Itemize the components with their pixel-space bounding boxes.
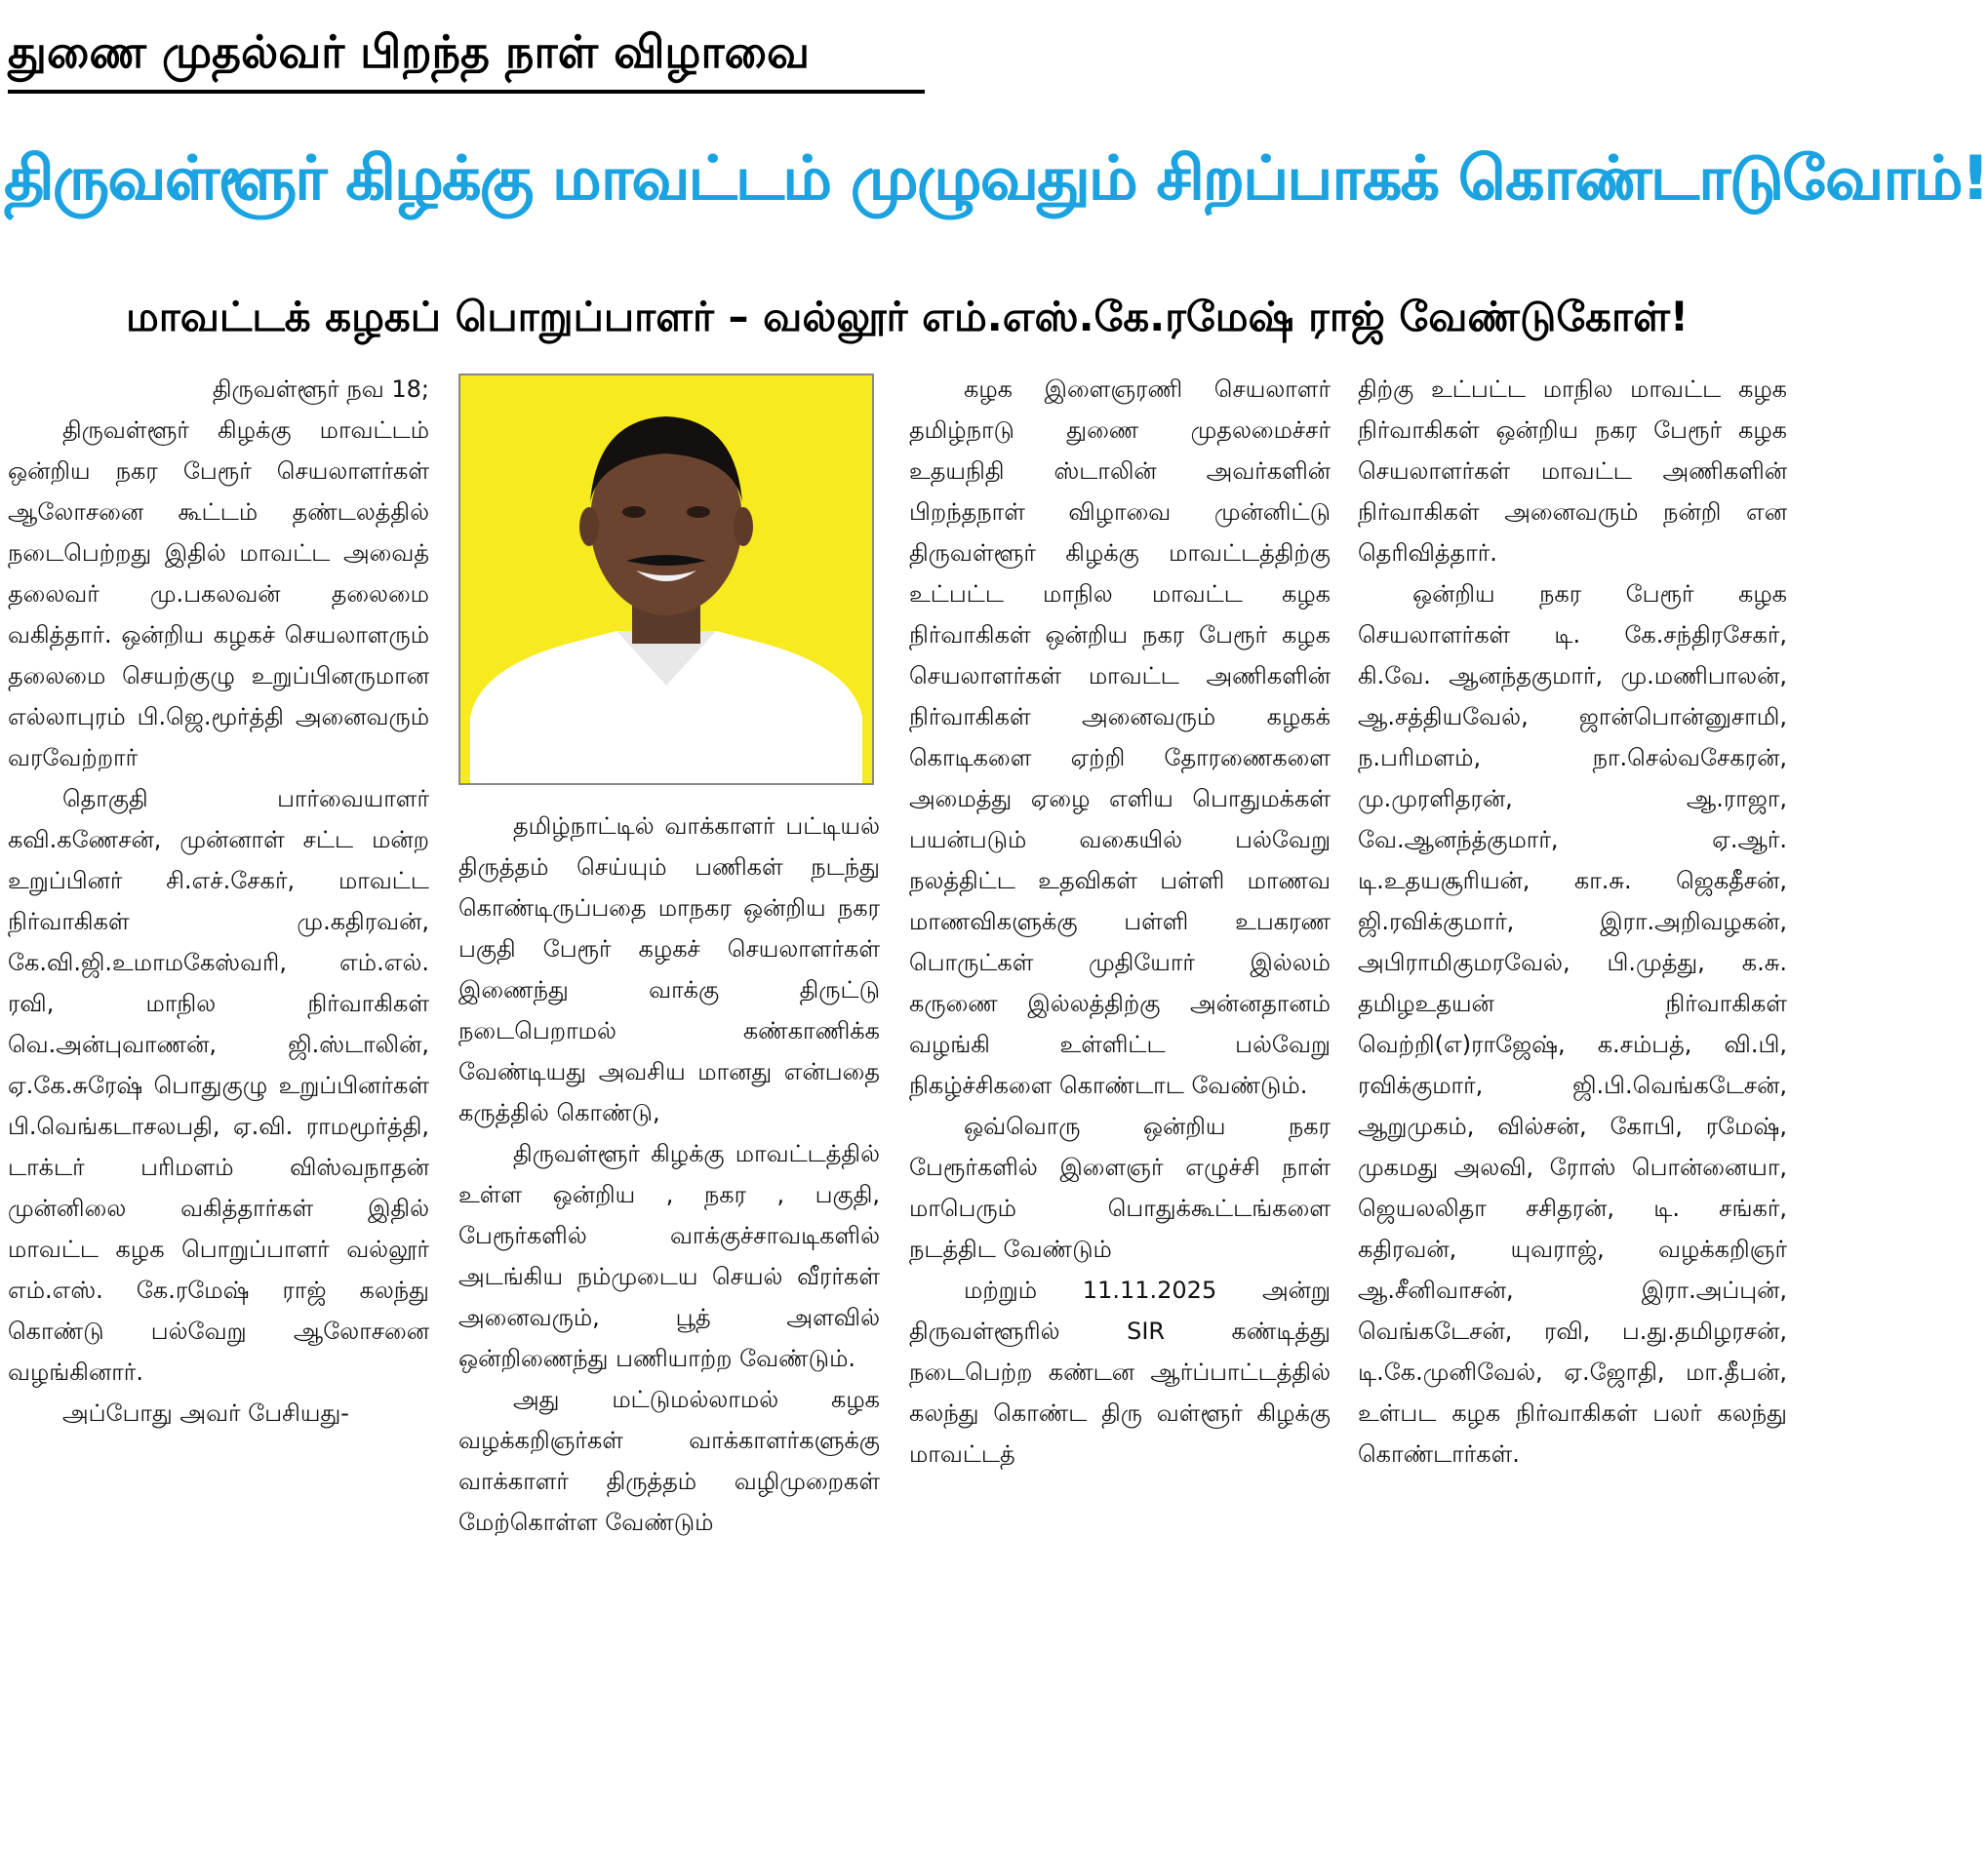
- paragraph: ஒவ்வொரு ஒன்றிய நகர பேரூர்களில் இளைஞர் எழுச்சி நாள் மாபெரும் பொதுக்கூட்டங்களை நடத்திட வேண்டும்: [909, 1113, 1331, 1263]
- paragraph: அப்போது அவர் பேசியது-: [62, 1399, 349, 1427]
- paragraph: மற்றும் 11.11.2025 அன்று திருவள்ளூரில் SIR கண்டித்து நடைபெற்ற கண்டன ஆர்ப்பாட்டத்தில் கலந்து கொண்ட திரு வள்ளூர் கிழக்கு மாவட்டத்: [909, 1277, 1331, 1468]
- kicker-heading: துணை முதல்வர் பிறந்த நாள் விழாவை: [8, 14, 925, 94]
- dateline: திருவள்ளூர் நவ 18;: [212, 375, 429, 403]
- paragraph: தமிழ்நாட்டில் வாக்காளர் பட்டியல் திருத்தம் செய்யும் பணிகள் நடந்து கொண்டிருப்பதை மாநகர ஒன்றிய நகர பகுதி பேரூர் கழகச் செயலாளர்கள் இணைந்து வாக்கு திருட்டு நடைபெறாமல் கண்காணிக்க வேண்டியது அவசிய மானது என்பதை கருத்தில் கொண்டு,: [458, 812, 880, 1126]
- portrait-photo-icon: [460, 375, 872, 783]
- paragraph: திருவள்ளூர் கிழக்கு மாவட்டத்தில் உள்ள ஒன்றிய , நகர , பகுதி, பேரூர்களில் வாக்குச்சாவடிகளில் அடங்கிய நம்முடைய செயல் வீரர்கள் அனைவரும், பூத் அளவில் ஒன்றிணைந்து பணியாற்ற வேண்டும்.: [458, 1140, 880, 1372]
- paragraph: திருவள்ளூர் கிழக்கு மாவட்டம் ஒன்றிய நகர பேரூர் செயலாளர்கள் ஆலோசனை கூட்டம் தண்டலத்தில் நடைபெற்றது இதில் மாவட்ட அவைத் தலைவர் மு.பகலவன் தலைமை வகித்தார். ஒன்றிய கழகச் செயலாளரும் தலைமை செயற்குழு உறுப்பினருமான எல்லாபுரம் பி.ஜெ.மூர்த்தி அனைவரும் வரவேற்றார்: [8, 416, 429, 771]
- paragraph: ஒன்றிய நகர பேரூர் கழக செயலாளர்கள் டி. கே.சந்திரசேகர், கி.வே. ஆனந்தகுமார், மு.மணிபாலன், ஆ.சத்தியவேல், ஜான்பொன்னுசாமி, ந.பரிமளம், நா.செல்வசேகரன், மு.முரளிதரன், ஆ.ராஜா, வே.ஆனந்த்குமார், ஏ.ஆர். டி.உதயசூரியன், கா.சு. ஜெகதீசன், ஜி.ரவிக்குமார், இரா.அறிவழகன், அபிராமிகுமரவேல், பி.முத்து, க.சு. தமிழஉதயன் நிர்வாகிகள் வெற்றி(எ)ராஜேஷ், க.சம்பத், வி.பி, ரவிக்குமார், ஜி.பி.வெங்கடேசன், ஆறுமுகம், வில்சன், கோபி, ரமேஷ், முகமது அலவி, ரோஸ் பொன்னையா, ஜெயலலிதா சசிதரன், டி. சங்கர், கதிரவன், யுவராஜ், வழக்கறிஞர் ஆ.சீனிவாசன், இரா.அப்புன், வெங்கடேசன், ரவி, ப.து.தமிழரசன், டி.கே.முனிவேல், ஏ.ஜோதி, மா.தீபன், உள்பட கழக நிர்வாகிகள் பலர் கலந்து கொண்டார்கள்.: [1358, 580, 1787, 1468]
- main-headline: திருவள்ளூர் கிழக்கு மாவட்டம் முழுவதும் சிறப்பாகக் கொண்டாடுவோம்!: [4, 142, 1988, 214]
- paragraph: திற்கு உட்பட்ட மாநில மாவட்ட கழக நிர்வாகிகள் ஒன்றிய நகர பேரூர் கழக செயலாளர்கள் மாவட்ட அணிகளின் நிர்வாகிகள் அனைவரும் நன்றி என தெரிவித்தார்.: [1358, 375, 1787, 567]
- sub-headline: மாவட்டக் கழகப் பொறுப்பாளர் – வல்லூர் எம்.எஸ்.கே.ரமேஷ் ராஜ் வேண்டுகோள்!: [125, 293, 1690, 340]
- article-column-2: [458, 806, 880, 1851]
- article-column-3: [909, 369, 1331, 1851]
- paragraph: அது மட்டுமல்லாமல் கழக வழக்கறிஞர்கள் வாக்காளர்களுக்கு வாக்காளர் திருத்தம் வழிமுறைகள் மேற்கொள்ள வேண்டும்: [458, 1386, 880, 1536]
- paragraph: தொகுதி பார்வையாளர் கவி.கணேசன், முன்னாள் சட்ட மன்ற உறுப்பினர் சி.எச்.சேகர், மாவட்ட நிர்வாகிகள் மு.கதிரவன், கே.வி.ஜி.உமாமகேஸ்வரி, எம்.எல். ரவி, மாநில நிர்வாகிகள் வெ.அன்புவாணன், ஜி.ஸ்டாலின், ஏ.கே.சுரேஷ் பொதுகுழு உறுப்பினர்கள் பி.வெங்கடாசலபதி, ஏ.வி. ராமமூர்த்தி, டாக்டர் பரிமளம் விஸ்வநாதன் முன்னிலை வகித்தார்கள் இதில் மாவட்ட கழக பொறுப்பாளர் வல்லூர் எம்.எஸ். கே.ரமேஷ் ராஜ் கலந்து கொண்டு பல்வேறு ஆலோசனை வழங்கினார்.: [8, 785, 429, 1386]
- article-column-4: [1358, 369, 1787, 1851]
- article-column-1: [8, 369, 429, 1851]
- paragraph: கழக இளைஞரணி செயலாளர் தமிழ்நாடு துணை முதலமைச்சர் உதயநிதி ஸ்டாலின் அவர்களின் பிறந்தநாள் விழாவை முன்னிட்டு திருவள்ளூர் கிழக்கு மாவட்டத்திற்கு உட்பட்ட மாநில மாவட்ட கழக நிர்வாகிகள் ஒன்றிய நகர பேரூர் கழக செயலாளர்கள் மாவட்ட அணிகளின் நிர்வாகிகள் அனைவரும் கழகக் கொடிகளை ஏற்றி தோரணைகளை அமைத்து ஏழை எளிய பொதுமக்கள் பயன்படும் வகையில் பல்வேறு நலத்திட்ட உதவிகள் பள்ளி மாணவ மாணவிகளுக்கு பள்ளி உபகரண பொருட்கள் முதியோர் இல்லம் கருணை இல்லத்திற்கு அன்னதானம் வழங்கி உள்ளிட்ட பல்வேறு நிகழ்ச்சிகளை கொண்டாட வேண்டும்.: [909, 375, 1331, 1099]
- portrait-photo: [458, 374, 874, 785]
